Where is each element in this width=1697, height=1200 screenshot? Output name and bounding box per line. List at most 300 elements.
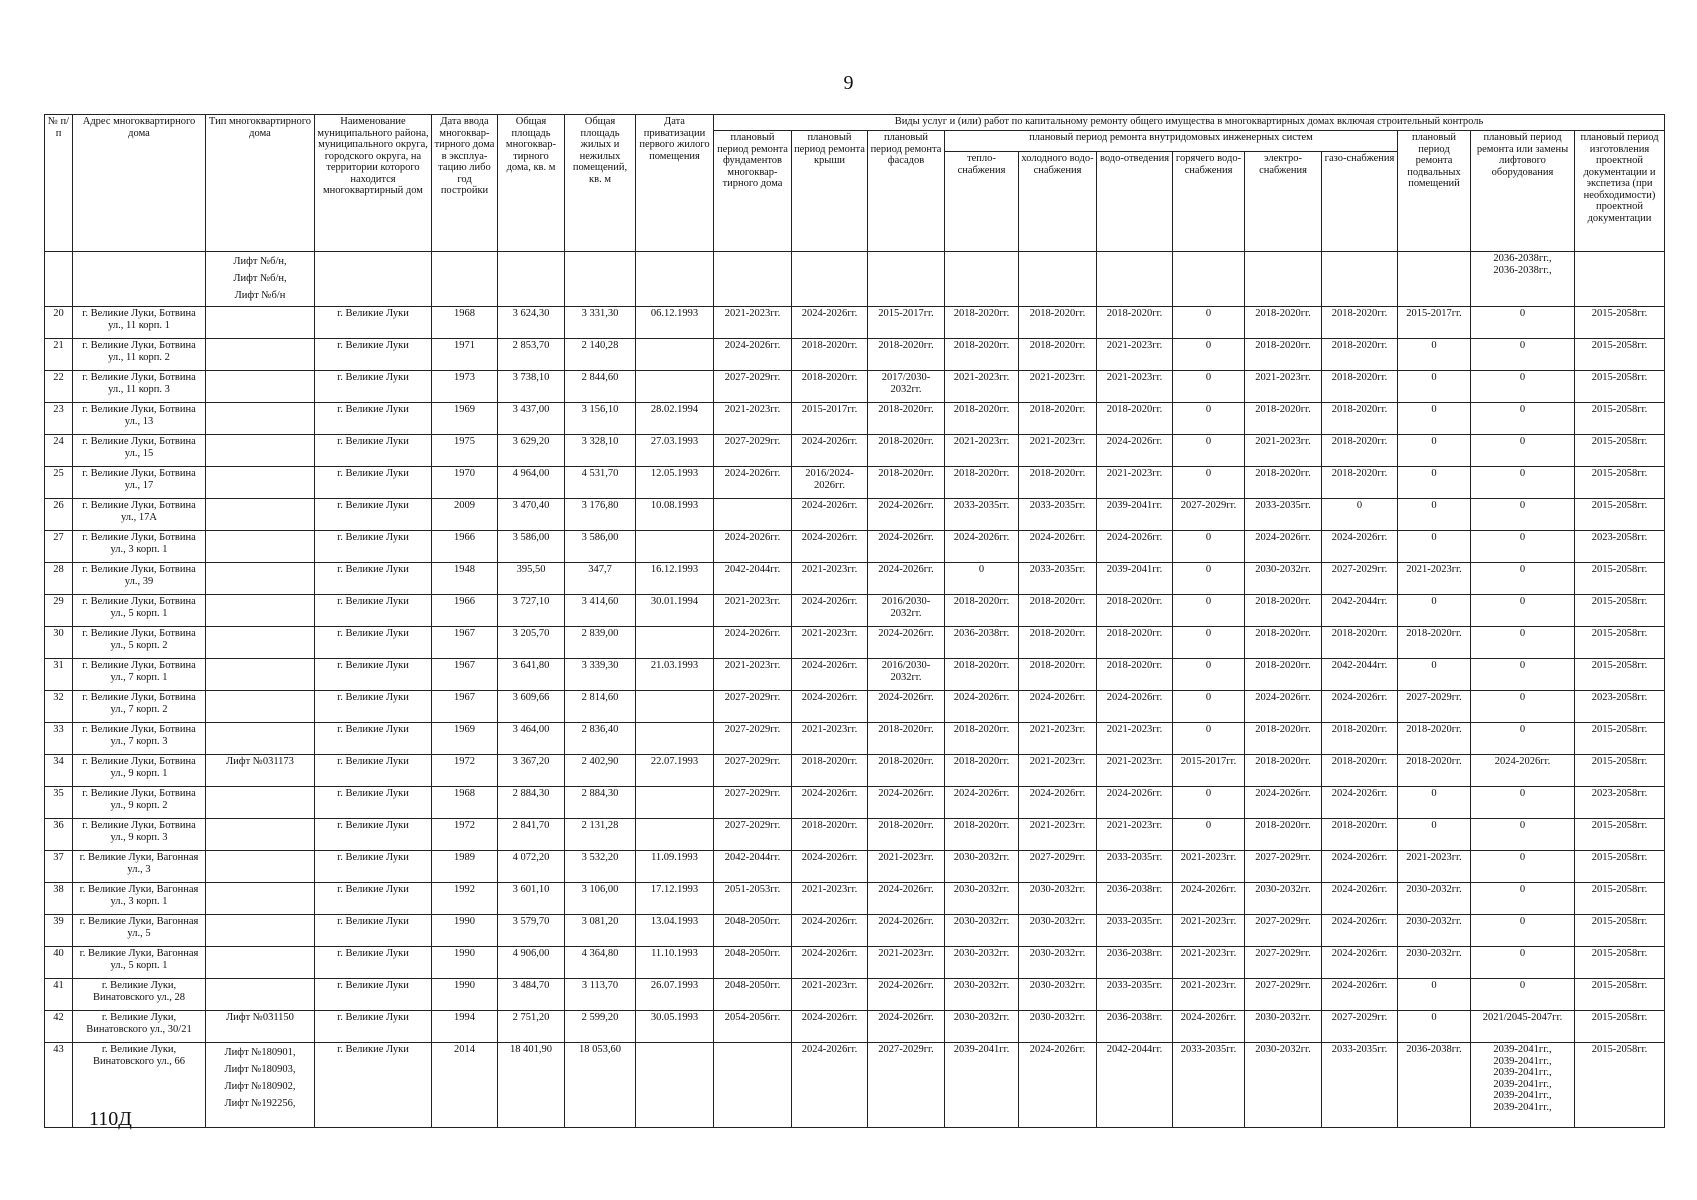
cell-total-area: 3 738,10 (498, 371, 565, 403)
cell-address: г. Великие Луки, Вагонная ул., 5 корп. 1 (73, 947, 206, 979)
header-basement: плановый период ремонта подвальных помещений (1398, 131, 1471, 252)
cell-elevator: 0 (1471, 435, 1575, 467)
cell-year: 1967 (432, 659, 498, 691)
cell-design-docs: 2015-2058гг. (1575, 339, 1665, 371)
cell-cold-water: 2018-2020гг. (1019, 467, 1097, 499)
cell-cold-water (1019, 252, 1097, 307)
cell-num: 29 (45, 595, 73, 627)
cell-electric: 2018-2020гг. (1245, 403, 1322, 435)
cell-elevator: 0 (1471, 627, 1575, 659)
table-row (45, 883, 1665, 915)
cell-municipality: г. Великие Луки (315, 947, 432, 979)
cell-elevator: 0 (1471, 563, 1575, 595)
cell-electric: 2021-2023гг. (1245, 435, 1322, 467)
cell-design-docs: 2015-2058гг. (1575, 659, 1665, 691)
cell-num: 26 (45, 499, 73, 531)
table-row (45, 627, 1665, 659)
cell-municipality: г. Великие Луки (315, 787, 432, 819)
cell-cold-water: 2033-2035гг. (1019, 563, 1097, 595)
cell-facade: 2024-2026гг. (868, 691, 945, 723)
header-cold-water: холодного водо-снабжения (1019, 152, 1097, 252)
cell-year: 1969 (432, 723, 498, 755)
cell-num: 37 (45, 851, 73, 883)
cell-heat: 2021-2023гг. (945, 371, 1019, 403)
cell-type (206, 595, 315, 627)
cell-gas: 2024-2026гг. (1322, 691, 1398, 723)
cell-heat: 2030-2032гг. (945, 915, 1019, 947)
cell-elevator: 0 (1471, 883, 1575, 915)
cell-year: 1989 (432, 851, 498, 883)
cell-foundation: 2054-2056гг. (714, 1011, 792, 1043)
cell-gas: 2018-2020гг. (1322, 339, 1398, 371)
cell-type (206, 1043, 315, 1128)
cell-municipality: г. Великие Луки (315, 819, 432, 851)
cell-roof: 2018-2020гг. (792, 339, 868, 371)
cell-privatization: 16.12.1993 (636, 563, 714, 595)
cell-sewer: 2018-2020гг. (1097, 403, 1173, 435)
cell-hot-water: 0 (1173, 435, 1245, 467)
cell-facade: 2024-2026гг. (868, 499, 945, 531)
cell-privatization: 28.02.1994 (636, 403, 714, 435)
cell-roof: 2024-2026гг. (792, 499, 868, 531)
cell-design-docs: 2015-2058гг. (1575, 915, 1665, 947)
cell-address: г. Великие Луки, Винатовского ул., 66 (73, 1043, 206, 1128)
cell-type (206, 531, 315, 563)
cell-electric: 2027-2029гг. (1245, 851, 1322, 883)
cell-heat: 2024-2026гг. (945, 691, 1019, 723)
header-engineering-group: плановый период ремонта внутридомовых инженерных систем (945, 131, 1398, 152)
cell-living-area: 3 156,10 (565, 403, 636, 435)
header-elevator: плановый период ремонта или замены лифтового оборудования (1471, 131, 1575, 252)
cell-roof: 2021-2023гг. (792, 563, 868, 595)
cell-privatization (636, 691, 714, 723)
cell-foundation: 2042-2044гг. (714, 851, 792, 883)
cell-gas: 2024-2026гг. (1322, 947, 1398, 979)
cell-design-docs: 2015-2058гг. (1575, 467, 1665, 499)
cell-year: 1990 (432, 915, 498, 947)
cell-design-docs: 2015-2058гг. (1575, 499, 1665, 531)
cell-gas: 2042-2044гг. (1322, 659, 1398, 691)
cell-living-area: 2 131,28 (565, 819, 636, 851)
cell-electric (1245, 252, 1322, 307)
cell-facade: 2024-2026гг. (868, 915, 945, 947)
cell-elevator: 0 (1471, 531, 1575, 563)
cell-design-docs: 2015-2058гг. (1575, 723, 1665, 755)
cell-address: г. Великие Луки, Ботвина ул., 11 корп. 1 (73, 307, 206, 339)
cell-municipality: г. Великие Луки (315, 499, 432, 531)
elevator-id: Лифт №192256, (224, 1098, 296, 1109)
cell-hot-water: 0 (1173, 595, 1245, 627)
cell-electric: 2030-2032гг. (1245, 563, 1322, 595)
cell-heat: 2024-2026гг. (945, 787, 1019, 819)
cell-address: г. Великие Луки, Винатовского ул., 30/21 (73, 1011, 206, 1043)
cell-foundation: 2027-2029гг. (714, 819, 792, 851)
cell-elevator: 0 (1471, 691, 1575, 723)
cell-num: 23 (45, 403, 73, 435)
cell-roof: 2024-2026гг. (792, 307, 868, 339)
table-row (45, 691, 1665, 723)
cell-privatization: 22.07.1993 (636, 755, 714, 787)
cell-design-docs: 2015-2058гг. (1575, 883, 1665, 915)
cell-elevator (1471, 1043, 1575, 1128)
cell-sewer: 2039-2041гг. (1097, 499, 1173, 531)
cell-heat: 2021-2023гг. (945, 435, 1019, 467)
cell-sewer: 2036-2038гг. (1097, 947, 1173, 979)
table-row (45, 499, 1665, 531)
cell-elevator: 0 (1471, 915, 1575, 947)
cell-total-area: 4 906,00 (498, 947, 565, 979)
cell-living-area: 3 106,00 (565, 883, 636, 915)
cell-municipality: г. Великие Луки (315, 883, 432, 915)
capital-repair-table (44, 114, 1665, 1128)
header-roof: плановый период ремонта крыши (792, 131, 868, 252)
cell-address: г. Великие Луки, Ботвина ул., 13 (73, 403, 206, 435)
cell-design-docs: 2015-2058гг. (1575, 563, 1665, 595)
cell-sewer (1097, 252, 1173, 307)
cell-cold-water: 2018-2020гг. (1019, 627, 1097, 659)
cell-living-area: 3 586,00 (565, 531, 636, 563)
cell-municipality: г. Великие Луки (315, 659, 432, 691)
cell-hot-water: 0 (1173, 723, 1245, 755)
cell-living-area: 2 836,40 (565, 723, 636, 755)
cell-num: 38 (45, 883, 73, 915)
cell-year: 1994 (432, 1011, 498, 1043)
cell-roof: 2024-2026гг. (792, 1043, 868, 1128)
header-gas: газо-снабжения (1322, 152, 1398, 252)
cell-facade: 2024-2026гг. (868, 1011, 945, 1043)
cell-cold-water: 2021-2023гг. (1019, 723, 1097, 755)
footer-code: 110Д (89, 1108, 132, 1130)
cell-municipality: г. Великие Луки (315, 339, 432, 371)
cell-gas: 2024-2026гг. (1322, 787, 1398, 819)
cell-privatization: 27.03.1993 (636, 435, 714, 467)
cell-facade: 2018-2020гг. (868, 467, 945, 499)
cell-roof: 2024-2026гг. (792, 691, 868, 723)
header-foundation: плановый период ремонта фундаментов многоквар-тирного дома (714, 131, 792, 252)
cell-gas: 2018-2020гг. (1322, 403, 1398, 435)
cell-type (206, 467, 315, 499)
cell-cold-water: 2018-2020гг. (1019, 339, 1097, 371)
table-row (45, 531, 1665, 563)
cell-heat: 2018-2020гг. (945, 403, 1019, 435)
cell-basement: 2030-2032гг. (1398, 915, 1471, 947)
cell-type (206, 915, 315, 947)
cell-sewer: 2018-2020гг. (1097, 627, 1173, 659)
cell-basement: 2018-2020гг. (1398, 755, 1471, 787)
cell-year: 2014 (432, 1043, 498, 1128)
cell-elevator: 0 (1471, 371, 1575, 403)
cell-total-area: 3 624,30 (498, 307, 565, 339)
cell-heat: 2018-2020гг. (945, 755, 1019, 787)
table-row (45, 1011, 1665, 1043)
cell-heat (945, 252, 1019, 307)
cell-hot-water: 2033-2035гг. (1173, 1043, 1245, 1128)
cell-hot-water: 0 (1173, 531, 1245, 563)
cell-electric: 2018-2020гг. (1245, 627, 1322, 659)
elevator-period: 2039-2041гг., (1493, 1078, 1552, 1090)
cell-facade: 2021-2023гг. (868, 947, 945, 979)
cell-cold-water: 2027-2029гг. (1019, 851, 1097, 883)
cell-basement: 2030-2032гг. (1398, 947, 1471, 979)
cell-municipality: г. Великие Луки (315, 627, 432, 659)
cell-total-area: 4 964,00 (498, 467, 565, 499)
cell-basement: 2018-2020гг. (1398, 723, 1471, 755)
cell-facade: 2024-2026гг. (868, 883, 945, 915)
cell-roof: 2018-2020гг. (792, 371, 868, 403)
cell-address: г. Великие Луки, Вагонная ул., 5 (73, 915, 206, 947)
cell-living-area: 2 599,20 (565, 1011, 636, 1043)
cell-total-area: 3 579,70 (498, 915, 565, 947)
table-row (45, 755, 1665, 787)
table-row (45, 915, 1665, 947)
cell-municipality: г. Великие Луки (315, 563, 432, 595)
cell-cold-water: 2018-2020гг. (1019, 595, 1097, 627)
cell-type (206, 563, 315, 595)
cell-roof: 2024-2026гг. (792, 915, 868, 947)
cell-living-area: 2 844,60 (565, 371, 636, 403)
elevator-id: Лифт №б/н, (233, 273, 287, 284)
cell-year: 1968 (432, 307, 498, 339)
cell-num (45, 252, 73, 307)
cell-cold-water: 2024-2026гг. (1019, 531, 1097, 563)
cell-hot-water: 0 (1173, 307, 1245, 339)
cell-design-docs: 2015-2058гг. (1575, 1011, 1665, 1043)
cell-roof: 2024-2026гг. (792, 435, 868, 467)
cell-living-area: 2 839,00 (565, 627, 636, 659)
cell-foundation: 2021-2023гг. (714, 307, 792, 339)
cell-municipality: г. Великие Луки (315, 403, 432, 435)
cell-basement: 2021-2023гг. (1398, 851, 1471, 883)
cell-hot-water: 0 (1173, 371, 1245, 403)
cell-elevator: 0 (1471, 979, 1575, 1011)
cell-type: Лифт №031150 (206, 1011, 315, 1043)
cell-living-area: 2 402,90 (565, 755, 636, 787)
cell-address: г. Великие Луки, Ботвина ул., 15 (73, 435, 206, 467)
cell-design-docs: 2015-2058гг. (1575, 627, 1665, 659)
cell-year: 1990 (432, 979, 498, 1011)
cell-hot-water: 0 (1173, 659, 1245, 691)
cell-cold-water: 2021-2023гг. (1019, 371, 1097, 403)
cell-hot-water: 0 (1173, 691, 1245, 723)
cell-hot-water: 2021-2023гг. (1173, 979, 1245, 1011)
cell-privatization: 12.05.1993 (636, 467, 714, 499)
cell-heat: 2030-2032гг. (945, 947, 1019, 979)
cell-municipality: г. Великие Луки (315, 723, 432, 755)
cell-roof: 2024-2026гг. (792, 787, 868, 819)
cell-facade: 2024-2026гг. (868, 787, 945, 819)
cell-elevator (1471, 252, 1575, 307)
cell-basement (1398, 252, 1471, 307)
cell-electric: 2018-2020гг. (1245, 659, 1322, 691)
cell-basement: 0 (1398, 499, 1471, 531)
cell-electric: 2021-2023гг. (1245, 371, 1322, 403)
header-municipality: Наименование муниципального района, муниципального округа, городского округа, на территории которого находится многоквартирный дом (315, 115, 432, 252)
cell-num: 40 (45, 947, 73, 979)
cell-design-docs: 2015-2058гг. (1575, 403, 1665, 435)
cell-sewer: 2033-2035гг. (1097, 915, 1173, 947)
table-row (45, 467, 1665, 499)
cell-sewer: 2018-2020гг. (1097, 659, 1173, 691)
table-row (45, 787, 1665, 819)
cell-basement: 0 (1398, 787, 1471, 819)
cell-address: г. Великие Луки, Ботвина ул., 5 корп. 1 (73, 595, 206, 627)
cell-design-docs: 2015-2058гг. (1575, 307, 1665, 339)
cell-year: 1967 (432, 627, 498, 659)
table-row (45, 659, 1665, 691)
cell-roof: 2015-2017гг. (792, 403, 868, 435)
cell-gas: 2024-2026гг. (1322, 851, 1398, 883)
cell-privatization (636, 819, 714, 851)
cell-municipality: г. Великие Луки (315, 595, 432, 627)
cell-cold-water: 2024-2026гг. (1019, 691, 1097, 723)
cell-facade: 2018-2020гг. (868, 819, 945, 851)
cell-roof: 2024-2026гг. (792, 595, 868, 627)
cell-type (206, 659, 315, 691)
cell-elevator: 2021/2045-2047гг. (1471, 1011, 1575, 1043)
cell-address: г. Великие Луки, Ботвина ул., 17А (73, 499, 206, 531)
cell-facade: 2018-2020гг. (868, 723, 945, 755)
cell-address: г. Великие Луки, Ботвина ул., 17 (73, 467, 206, 499)
cell-type (206, 979, 315, 1011)
cell-sewer: 2018-2020гг. (1097, 595, 1173, 627)
cell-year: 1971 (432, 339, 498, 371)
cell-roof: 2021-2023гг. (792, 883, 868, 915)
cell-gas: 2024-2026гг. (1322, 531, 1398, 563)
cell-foundation: 2027-2029гг. (714, 755, 792, 787)
cell-elevator: 0 (1471, 851, 1575, 883)
cell-gas: 2018-2020гг. (1322, 467, 1398, 499)
cell-year: 1966 (432, 595, 498, 627)
cell-privatization: 13.04.1993 (636, 915, 714, 947)
cell-facade: 2021-2023гг. (868, 851, 945, 883)
cell-municipality: г. Великие Луки (315, 467, 432, 499)
cell-hot-water: 2021-2023гг. (1173, 947, 1245, 979)
cell-gas: 2027-2029гг. (1322, 1011, 1398, 1043)
cell-electric: 2027-2029гг. (1245, 915, 1322, 947)
cell-hot-water: 0 (1173, 787, 1245, 819)
cell-foundation: 2021-2023гг. (714, 595, 792, 627)
cell-total-area: 3 601,10 (498, 883, 565, 915)
cell-elevator: 0 (1471, 307, 1575, 339)
cell-num: 30 (45, 627, 73, 659)
cell-address: г. Великие Луки, Ботвина ул., 11 корп. 2 (73, 339, 206, 371)
cell-municipality: г. Великие Луки (315, 435, 432, 467)
cell-hot-water: 2015-2017гг. (1173, 755, 1245, 787)
cell-total-area: 3 641,80 (498, 659, 565, 691)
cell-roof: 2024-2026гг. (792, 1011, 868, 1043)
header-address: Адрес многоквартирного дома (73, 115, 206, 252)
cell-total-area: 2 853,70 (498, 339, 565, 371)
cell-foundation: 2024-2026гг. (714, 467, 792, 499)
cell-total-area: 3 205,70 (498, 627, 565, 659)
cell-facade (868, 252, 945, 307)
cell-gas: 2042-2044гг. (1322, 595, 1398, 627)
cell-design-docs: 2015-2058гг. (1575, 755, 1665, 787)
table-row (45, 339, 1665, 371)
cell-year: 1948 (432, 563, 498, 595)
cell-total-area: 3 437,00 (498, 403, 565, 435)
cell-cold-water: 2021-2023гг. (1019, 819, 1097, 851)
cell-design-docs: 2015-2058гг. (1575, 851, 1665, 883)
cell-municipality (315, 252, 432, 307)
cell-hot-water: 0 (1173, 339, 1245, 371)
cell-foundation: 2027-2029гг. (714, 787, 792, 819)
cell-foundation (714, 1043, 792, 1128)
cell-facade: 2018-2020гг. (868, 339, 945, 371)
cell-elevator: 0 (1471, 947, 1575, 979)
cell-address: г. Великие Луки, Ботвина ул., 7 корп. 1 (73, 659, 206, 691)
cell-gas: 2018-2020гг. (1322, 307, 1398, 339)
cell-roof: 2018-2020гг. (792, 819, 868, 851)
cell-sewer: 2039-2041гг. (1097, 563, 1173, 595)
cell-heat: 2018-2020гг. (945, 659, 1019, 691)
cell-gas: 2018-2020гг. (1322, 819, 1398, 851)
cell-municipality: г. Великие Луки (315, 979, 432, 1011)
cell-privatization (636, 339, 714, 371)
header-privatization-date: Дата приватизации первого жилого помещения (636, 115, 714, 252)
cell-facade: 2024-2026гг. (868, 979, 945, 1011)
cell-living-area: 347,7 (565, 563, 636, 595)
cell-num: 20 (45, 307, 73, 339)
cell-sewer: 2033-2035гг. (1097, 979, 1173, 1011)
cell-elevator: 0 (1471, 595, 1575, 627)
cell-privatization (636, 723, 714, 755)
cell-total-area: 18 401,90 (498, 1043, 565, 1128)
cell-num: 31 (45, 659, 73, 691)
cell-roof: 2024-2026гг. (792, 659, 868, 691)
cell-basement: 0 (1398, 595, 1471, 627)
cell-roof: 2024-2026гг. (792, 531, 868, 563)
cell-year: 1970 (432, 467, 498, 499)
cell-living-area: 2 140,28 (565, 339, 636, 371)
cell-gas: 2018-2020гг. (1322, 627, 1398, 659)
cell-cold-water: 2030-2032гг. (1019, 947, 1097, 979)
elevator-period: 2036-2038гг., (1493, 264, 1552, 276)
cell-num: 41 (45, 979, 73, 1011)
cell-type (206, 787, 315, 819)
cell-heat: 2030-2032гг. (945, 883, 1019, 915)
header-type: Тип многоквартирного дома (206, 115, 315, 252)
cell-year: 1972 (432, 755, 498, 787)
cell-elevator: 2024-2026гг. (1471, 755, 1575, 787)
header-commission-date: Дата ввода многоквар-тирного дома в эксплуа-тацию либо год постройки (432, 115, 498, 252)
cell-sewer: 2036-2038гг. (1097, 883, 1173, 915)
cell-electric: 2018-2020гг. (1245, 307, 1322, 339)
cell-hot-water: 2021-2023гг. (1173, 851, 1245, 883)
cell-heat: 2039-2041гг. (945, 1043, 1019, 1128)
cell-type (206, 819, 315, 851)
cell-sewer: 2021-2023гг. (1097, 723, 1173, 755)
cell-num: 39 (45, 915, 73, 947)
cell-privatization: 11.09.1993 (636, 851, 714, 883)
cell-type (206, 851, 315, 883)
cell-total-area: 3 609,66 (498, 691, 565, 723)
cell-municipality: г. Великие Луки (315, 851, 432, 883)
table-row (45, 819, 1665, 851)
cell-living-area: 3 532,20 (565, 851, 636, 883)
cell-design-docs: 2015-2058гг. (1575, 819, 1665, 851)
table-row (45, 1043, 1665, 1128)
cell-total-area: 4 072,20 (498, 851, 565, 883)
cell-roof (792, 252, 868, 307)
cell-heat: 2018-2020гг. (945, 467, 1019, 499)
cell-privatization: 30.01.1994 (636, 595, 714, 627)
cell-gas: 2018-2020гг. (1322, 755, 1398, 787)
table-row (45, 435, 1665, 467)
cell-address: г. Великие Луки, Винатовского ул., 28 (73, 979, 206, 1011)
cell-type (206, 627, 315, 659)
cell-year: 2009 (432, 499, 498, 531)
